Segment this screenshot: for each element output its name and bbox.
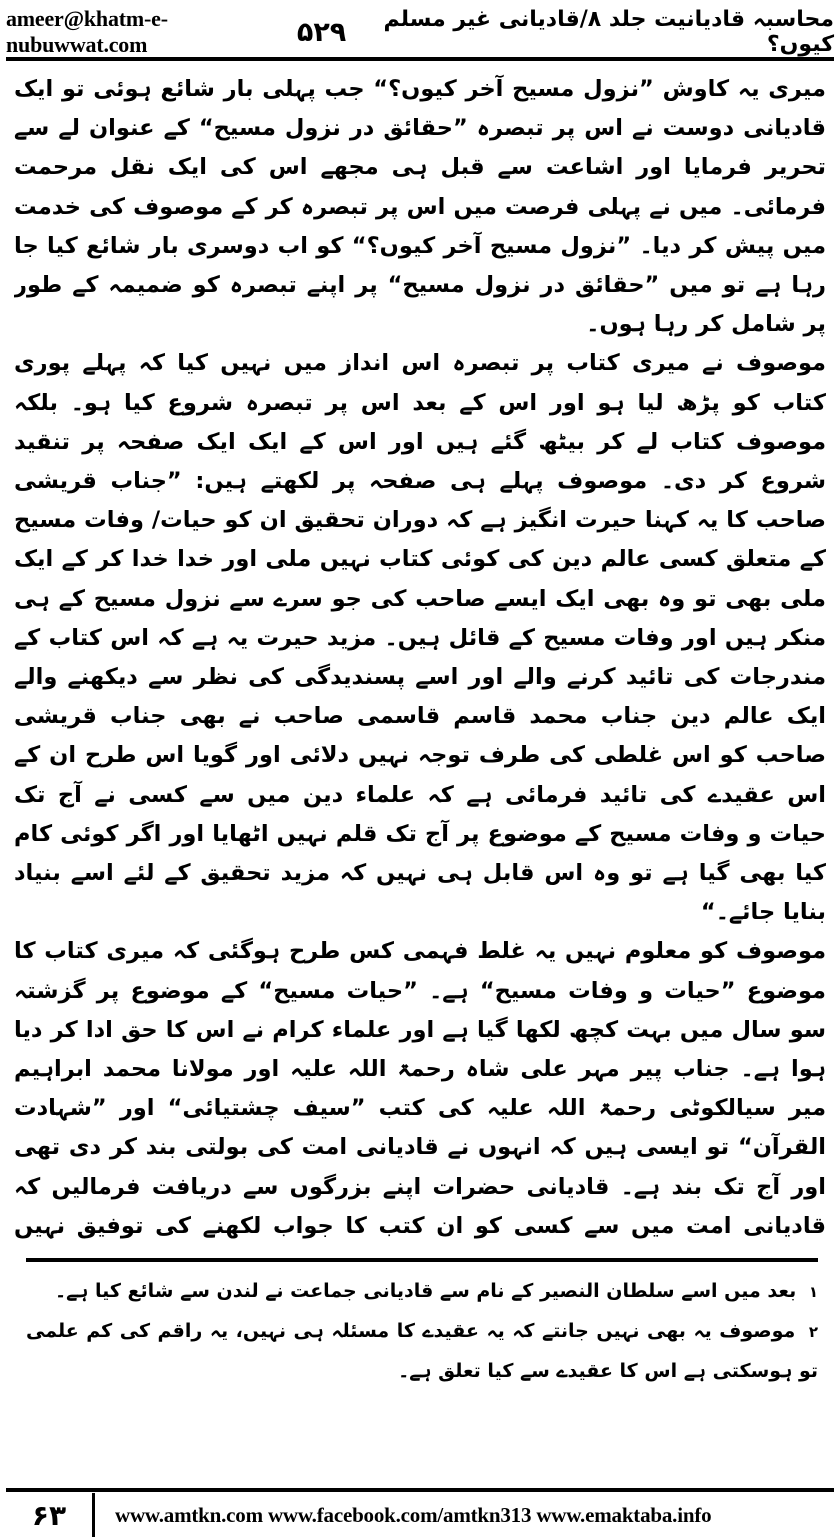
header-divider [6,57,834,61]
footnote-1-number: ۱ [808,1283,818,1301]
paragraph-2: موصوف نے میری کتاب پر تبصرہ اس انداز میں نہیں کیا کہ پہلے پوری کتاب کو پڑھ لیا ہو اور اس کے بعد اس پر تبصرہ شروع کیا ہو۔ بلکہ موصوف کتاب لے کر بیٹھ گئے ہیں اور اس کے ایک ایک صفحہ پر تنقید شروع کر دی۔ موصوف پہلے ہی صفحہ پر لکھتے ہیں: ”جناب قریشی صاحب کا یہ کہنا حیرت انگیز ہے کہ دوران تحقیق ان کو حیات/ وفات مسیح کے متعلق کسی عالم دین کی کوئی کتاب نہیں ملی اور خدا خدا کر کے ایک ملی بھی تو وہ بھی ایک ایسے صاحب کی جو سرے سے نزول مسیح کے ہی منکر ہیں اور وفات مسیح کے قائل ہیں۔ مزید حیرت یہ ہے کہ اس کتاب کے مندرجات کی تائید کرنے والے اور اسے پسندیدگی کی نظر سے دیکھنے والے ایک عالم دین جناب محمد قاسم قاسمی صاحب نے بھی جناب قریشی صاحب کو اس غلطی کی طرف توجہ نہیں دلائی اور گویا اس طرح ان کے اس عقیدے کی تائید فرمائی ہے کہ علماء دین میں سے کسی نے آج تک حیات و وفات مسیح کے موضوع پر آج تک قلم نہیں اٹھایا اور اگر کوئی کام کیا بھی گیا ہے تو وہ اس قابل ہی نہیں کہ مزید تحقیق کے لئے اسے بنیاد بنایا جائے۔“ [14,350,826,926]
footnote-1 [26,1272,818,1312]
footnote-divider [26,1258,818,1262]
footnote-1-text: بعد میں اسے سلطان النصیر کے نام سے قادیانی جماعت نے لندن سے شائع کیا ہے۔ [54,1280,797,1302]
page-footer [6,1488,834,1538]
footnote-2-number: ۲ [808,1323,818,1341]
paragraph-3: موصوف کو معلوم نہیں یہ غلط فہمی کس طرح ہوگئی کہ میری کتاب کا موضوع ”حیات و وفات مسیح“ ہے۔ ”حیات مسیح“ کے موضوع پر گزشتہ سو سال میں بہت کچھ لکھا گیا ہے اور علماء کرام نے اس کا حق ادا کر دیا ہوا ہے۔ جناب پیر مہر علی شاہ رحمۃ اللہ علیہ اور مولانا محمد ابراہیم میر سیالکوٹی رحمۃ اللہ علیہ کی کتب ”سیف چشتیائی“ اور ”شہادت القرآن“ تو ایسی ہیں کہ انہوں نے قادیانی امت کی بولتی بند کر دی تھی اور آج تک بند ہے۔ قادیانی حضرات اپنے بزرگوں سے دریافت فرمالیں کہ قادیانی امت میں سے کسی کو ان کتب کا جواب لکھنے کی توفیق نہیں [14,938,826,1239]
main-text [14,70,826,1245]
header-title: محاسبہ قادیانیت جلد ۸/قادیانی غیر مسلم کیوں؟ [383,7,834,57]
paragraph-1: میری یہ کاوش ”نزول مسیح آخر کیوں؟“ جب پہلی بار شائع ہوئی تو ایک قادیانی دوست نے اس پر تبصرہ ”حقائق در نزول مسیح“ کے عنوان لے سے تحریر فرمایا اور اشاعت سے قبل ہی مجھے اس کی ایک نقل مرحمت فرمائی۔ میں نے پہلی فرصت میں اس پر تبصرہ کر کے موصوف کی خدمت میں پیش کر دیا۔ ”نزول مسیح آخر کیوں؟“ کو اب دوسری بار شائع کیا جا رہا ہے تو میں ”حقائق در نزول مسیح“ پر اپنے تبصرہ کو ضمیمہ کے طور پر شامل کر رہا ہوں۔ [14,76,826,338]
footer-page-number: ۶۳ [6,1493,95,1537]
footnote-2 [26,1312,818,1391]
page-header [6,6,834,57]
footnote-2-text: موصوف یہ بھی نہیں جانتے کہ یہ عقیدے کا مسئلہ ہی نہیں، یہ راقم کی کم علمی تو ہوسکتی ہے اس کا عقیدے سے کیا تعلق ہے۔ [26,1320,818,1382]
footnotes [26,1272,818,1462]
footer-links[interactable]: www.amtkn.com www.facebook.com/amtkn313 www.emaktaba.info [115,1502,712,1527]
header-email: ameer@khatm-e-nubuwwat.com [6,6,168,57]
header-page-number: ۵۲۹ [296,16,347,48]
header-left [6,6,346,58]
